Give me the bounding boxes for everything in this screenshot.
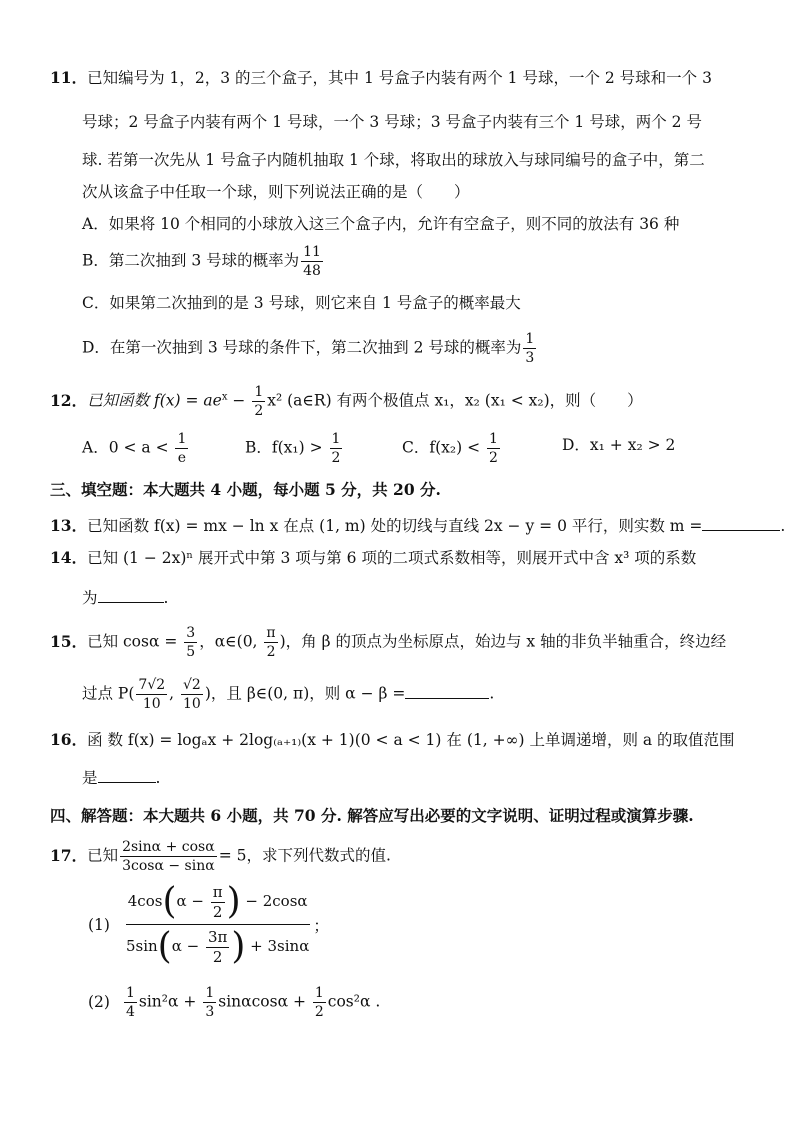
q15-px-fraction <box>136 678 167 711</box>
q11-option-b <box>82 245 325 278</box>
q12-option-c <box>402 432 502 465</box>
q11-line4: 次从该盒子中任取一个球，则下列说法正确的是（ ） <box>82 183 470 201</box>
q11-option-b-text: B．第二次抽到 3 号球的概率为 <box>82 251 300 270</box>
fraction-numerator: 1 <box>254 384 264 400</box>
fraction-denominator: 10 <box>183 696 201 712</box>
q11-option-d <box>82 332 538 365</box>
q17-stem <box>50 840 391 873</box>
q16-line1 <box>50 730 735 750</box>
fraction-denominator: 48 <box>303 263 321 279</box>
q17-p1-den-pi <box>206 927 229 966</box>
q17-part-2-label: (2) <box>88 992 110 1011</box>
fraction-numerator: 11 <box>303 244 321 260</box>
fraction-denominator: 10 <box>142 696 161 712</box>
q16-text-2: 是 <box>82 769 98 787</box>
q17-p2-term-1: sin²α + <box>138 992 202 1011</box>
q15-answer-blank[interactable] <box>405 682 489 699</box>
q12-option-c-text: C．f(x₂) < <box>402 438 485 457</box>
section-4-heading: 四、解答题：本大题共 6 小题，共 70 分. 解答应写出必要的文字说明、证明过程或演算步骤. <box>50 806 694 825</box>
q15-end: . <box>489 684 495 703</box>
q17-t2: = 5，求下列代数式的值. <box>218 846 391 865</box>
fraction-numerator: 1 <box>125 985 135 1001</box>
right-paren: ) <box>231 926 246 967</box>
fraction-numerator: 1 <box>314 985 324 1001</box>
q12-option-a-text: A．0 < a < <box>82 438 174 457</box>
fraction-numerator: 2sinα + cosα <box>122 839 215 855</box>
fraction-numerator: π <box>212 882 223 901</box>
q14-number: 14． <box>50 548 88 567</box>
fraction-denominator: 2 <box>314 1004 324 1020</box>
q12-option-b <box>245 432 344 465</box>
fraction-denominator: 2 <box>266 644 276 660</box>
fraction-numerator: 7√2 <box>138 677 166 693</box>
q17-part-1-label: (1) <box>88 915 110 934</box>
fraction-denominator: 2 <box>489 450 498 466</box>
right-paren: ) <box>226 881 241 922</box>
q13-text: 已知函数 f(x) = mx − ln x 在点 (1, m) 处的切线与直线 2x − y = 0 平行，则实数 m = <box>87 517 703 535</box>
fraction-numerator: 3 <box>186 625 196 641</box>
fraction-numerator: √2 <box>183 677 201 693</box>
q13 <box>50 514 785 536</box>
q17-given-fraction <box>120 840 217 873</box>
q12-half-fraction <box>252 385 265 418</box>
q17-p2-coef-1 <box>124 986 137 1019</box>
q15-l1a: 已知 cosα = <box>87 632 183 651</box>
q11-line2: 号球；2 号盒子内装有两个 1 号球，一个 3 号球；3 号盒子内装有三个 1 号球，两个 2 号 <box>82 113 702 131</box>
fraction-denominator: 5 <box>186 644 196 660</box>
q15-line1 <box>50 626 726 659</box>
q17-p1-num-b: − 2cosα <box>240 892 308 910</box>
fraction-numerator: π <box>266 625 276 641</box>
q17-part-1 <box>88 881 329 967</box>
q11-line3: 球. 若第一次先从 1 号盒子内随机抽取 1 个球，将取出的球放入与球同编号的盒子中，第二 <box>82 151 705 169</box>
q17-p1-den-b: + 3sinα <box>245 937 310 955</box>
fraction-numerator: 1 <box>177 431 187 447</box>
q13-answer-blank[interactable] <box>702 514 780 531</box>
q12-option-b-text: B．f(x₁) > <box>245 438 328 457</box>
q15-pi-fraction <box>264 626 277 659</box>
left-paren: ( <box>157 926 172 967</box>
q12-stem-b: − <box>227 391 251 410</box>
q11-line1 <box>50 68 712 88</box>
fraction-numerator <box>126 881 310 925</box>
q17-p2-term-3: cos²α . <box>327 992 381 1011</box>
q16-end: . <box>155 769 161 787</box>
q12-stem <box>50 385 643 418</box>
q15-l2b: , <box>169 684 180 703</box>
q16-text-1: 函 数 f(x) = logₐx + 2log₍ₐ₊₁₎(x + 1)(0 < a < 1) 在 (1, +∞) 上单调递增，则 a 的取值范围 <box>87 731 735 749</box>
q14-text-1: 已知 (1 − 2x)ⁿ 展开式中第 3 项与第 6 项的二项式系数相等，则展开式中含 x³ 项的系数 <box>87 549 697 567</box>
q17-part-2 <box>88 986 380 1019</box>
q16-number: 16． <box>50 730 88 749</box>
q16-answer-blank[interactable] <box>98 766 156 783</box>
q13-number: 13． <box>50 516 88 535</box>
q17-t1: 已知 <box>87 846 119 865</box>
q12-option-d: D．x₁ + x₂ > 2 <box>562 436 676 454</box>
fraction-denominator: 3 <box>525 350 535 366</box>
fraction-denominator: 2 <box>331 450 341 466</box>
q17-p1-num-in: α − <box>176 892 209 910</box>
q17-p1-den-a: 5sin <box>125 937 158 955</box>
q12-option-a <box>82 432 190 465</box>
fraction-denominator: e <box>177 450 187 466</box>
q12-option-c-fraction <box>487 432 500 465</box>
q14-line2 <box>82 586 168 608</box>
fraction-denominator: 3cosα − sinα <box>122 858 215 874</box>
q15-l1b: ，α∈(0, <box>199 632 263 651</box>
q15-l2c: )，且 β∈(0, π)，则 α − β = <box>204 684 406 703</box>
q17-p2-coef-2 <box>203 986 216 1019</box>
q17-part-1-fraction <box>124 881 311 967</box>
q15-line2 <box>82 678 494 711</box>
q13-end: . <box>780 517 786 535</box>
q15-number: 15． <box>50 631 88 651</box>
fraction-numerator: 1 <box>331 431 341 447</box>
section-3-heading: 三、填空题：本大题共 4 小题，每小题 5 分，共 20 分. <box>50 480 441 499</box>
q15-l1c: )，角 β 的顶点为坐标原点，始边与 x 轴的非负半轴重合，终边经 <box>279 632 727 651</box>
q12-option-b-fraction <box>330 432 343 465</box>
fraction-numerator: 3π <box>207 927 228 946</box>
q14-line1 <box>50 548 696 568</box>
q11-option-d-text: D．在第一次抽到 3 号球的条件下，第二次抽到 2 号球的概率为 <box>82 338 522 357</box>
q17-p2-term-2: sinαcosα + <box>218 992 311 1011</box>
q15-py-fraction <box>181 678 203 711</box>
q17-p1-num-a: 4cos <box>127 892 163 910</box>
fraction-denominator: 3 <box>205 1004 215 1020</box>
q12-stem-sup: x <box>221 391 228 403</box>
q12-stem-a: 已知函数 f(x) = ae <box>87 391 222 410</box>
q16-line2 <box>82 766 160 788</box>
q17-part-1-end: ； <box>313 916 329 935</box>
q15-cos-fraction <box>184 626 197 659</box>
q17-p2-coef-3 <box>313 986 326 1019</box>
fraction-denominator: 2 <box>212 902 223 921</box>
fraction-denominator: 4 <box>125 1004 135 1020</box>
q14-text-2: 为 <box>82 589 98 607</box>
fraction-numerator: 1 <box>525 331 535 347</box>
q11-number: 11． <box>50 68 88 87</box>
fraction-denominator: 2 <box>254 403 264 419</box>
q14-end: . <box>163 589 169 607</box>
fraction-denominator <box>124 925 311 965</box>
q12-number: 12． <box>50 390 88 410</box>
left-paren: ( <box>162 881 177 922</box>
q15-l2a: 过点 P( <box>82 684 135 703</box>
q17-p1-den-in: α − <box>171 937 204 955</box>
q17-p1-num-pi <box>211 882 225 921</box>
q12-option-a-fraction <box>175 432 188 465</box>
q11-option-d-fraction <box>523 332 536 365</box>
q11-option-c: C．如果第二次抽到的是 3 号球，则它来自 1 号盒子的概率最大 <box>82 294 521 312</box>
fraction-numerator: 1 <box>205 985 215 1001</box>
q12-stem-c: x² (a∈R) 有两个极值点 x₁，x₂ (x₁ < x₂)，则（ ） <box>267 391 643 410</box>
fraction-denominator: 2 <box>212 947 223 966</box>
q11-option-b-fraction <box>301 245 323 278</box>
fraction-numerator: 1 <box>489 431 498 447</box>
q17-number: 17． <box>50 845 88 865</box>
q14-answer-blank[interactable] <box>98 586 164 603</box>
q11-text-1: 已知编号为 1，2，3 的三个盒子，其中 1 号盒子内装有两个 1 号球，一个 2 号球和一个 3 <box>87 69 712 87</box>
q11-option-a: A．如果将 10 个相同的小球放入这三个盒子内，允许有空盒子，则不同的放法有 36 种 <box>82 215 680 233</box>
